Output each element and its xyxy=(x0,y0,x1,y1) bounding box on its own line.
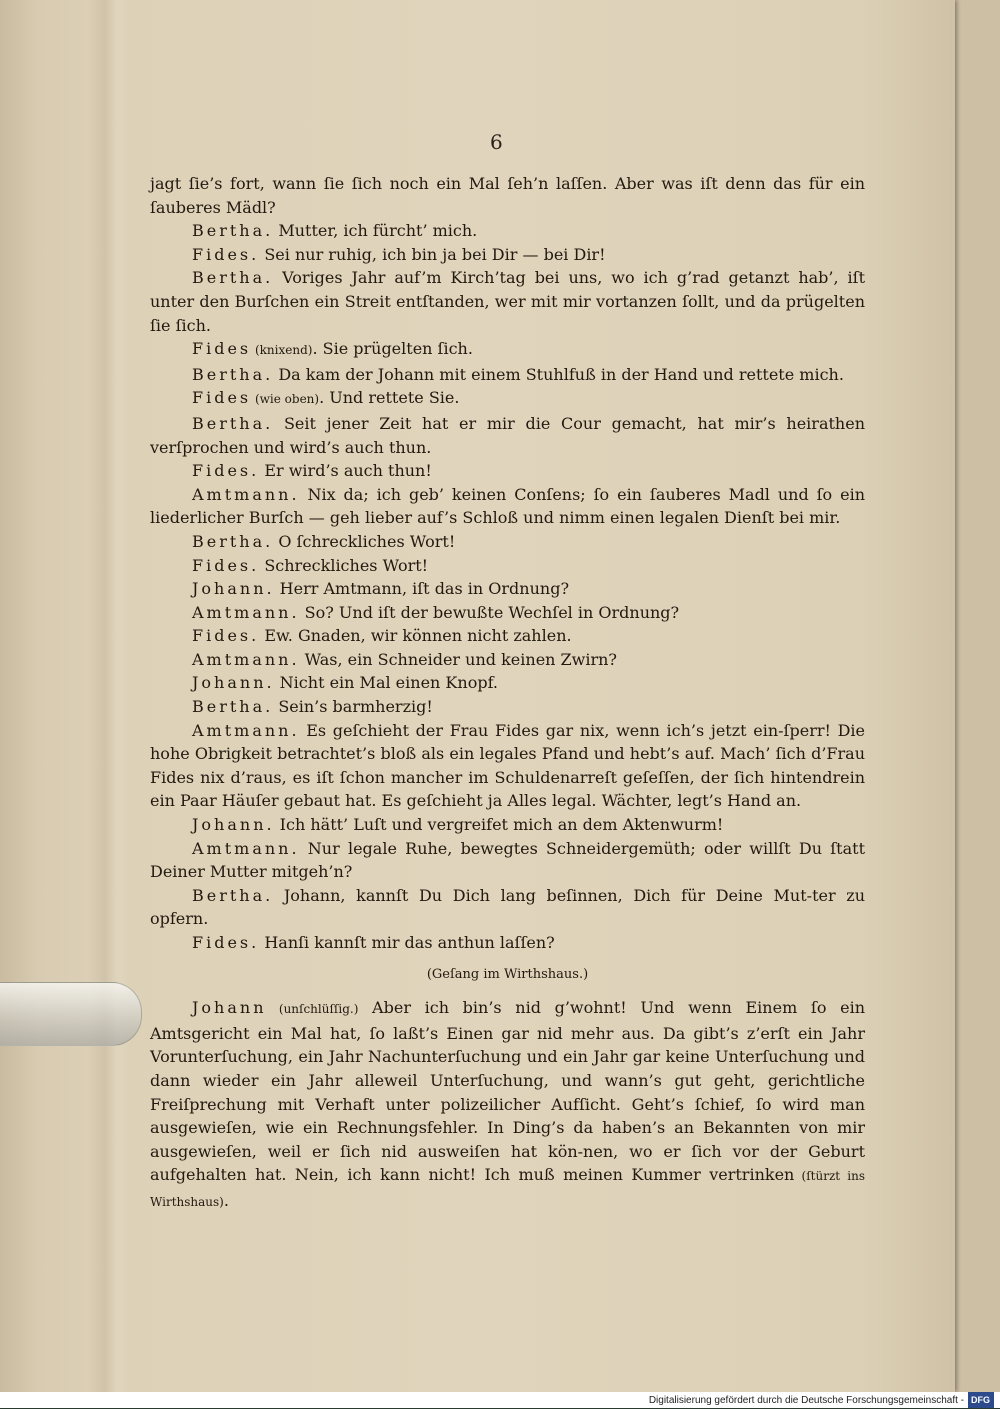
text-paragraph xyxy=(150,386,865,412)
speaker-name: Bertha. xyxy=(192,885,274,905)
text-paragraph xyxy=(150,577,865,601)
speaker-name: Bertha. xyxy=(192,268,274,288)
text-segment: . Und rettete Sie. xyxy=(319,388,460,408)
text-paragraph xyxy=(150,648,865,672)
paperclip xyxy=(0,982,142,1046)
text-paragraph xyxy=(150,219,865,243)
text-segment: (Geſang im Wirthshaus.) xyxy=(426,966,589,982)
text-paragraph xyxy=(150,172,865,219)
text-paragraph xyxy=(150,601,865,625)
text-segment: Sein’s barmherzig! xyxy=(273,697,433,717)
speaker-name: Amtmann. xyxy=(192,649,300,669)
speaker-name: Amtmann. xyxy=(192,720,300,740)
text-segment: Er wird’s auch thun! xyxy=(259,461,432,481)
text-segment: Mutter, ich fürcht’ mich. xyxy=(273,221,478,241)
text-paragraph xyxy=(150,931,865,955)
text-paragraph xyxy=(150,483,865,530)
text-paragraph xyxy=(150,459,865,483)
stage-note: (unſchlüſſig.) xyxy=(266,1002,359,1017)
text-paragraph xyxy=(150,554,865,578)
speaker-name: Bertha. xyxy=(192,531,274,551)
text-paragraph xyxy=(150,624,865,648)
text-paragraph xyxy=(150,837,865,884)
text-segment: Johann, kannſt Du Dich lang beſinnen, Dich für Deine Mut-ter zu opfern. xyxy=(150,885,865,929)
speaker-name: Amtmann. xyxy=(192,838,300,858)
text-segment: Seit jener Zeit hat er mir die Cour gemacht, hat mir’s heirathen verſprochen und wird’s auch thun. xyxy=(150,413,865,457)
speaker-name: Amtmann. xyxy=(192,484,300,504)
text-paragraph xyxy=(150,813,865,837)
text-segment: Nix da; ich geb’ keinen Conſens; ſo ein ſauberes Madl und ſo ein liederlicher Burſch — geh lieber auf’s Schloß und nimm einen legalen Dienſt bei mir. xyxy=(150,484,865,528)
text-segment: jagt ſie’s fort, wann ſie ſich noch ein Mal ſeh’n laſſen. Aber was iſt denn das für ein ſauberes Mädl? xyxy=(150,174,865,217)
text-segment: Es geſchieht der Frau Fides gar nix, wenn ich’s jetzt ein-ſperr! Die hohe Obrigkeit betrachtet’s bloß als ein legales Pfand und hebt’s auf. Mach’ ſich d’Frau Fides nix d’raus, es iſt ſchon mancher im Schuldenarreſt geſeſſen, der ſich hintendrein ein Paar Häuſer gebaut hat. Es geſchieht ja Alles legal. Wächter, legt’s Hand an. xyxy=(150,720,865,811)
speaker-name: Fides. xyxy=(192,933,260,952)
speaker-name: Amtmann. xyxy=(192,602,300,622)
text-segment: Nur legale Ruhe, bewegtes Schneidergemüth; oder willſt Du ſtatt Deiner Mutter mitgeh’n? xyxy=(150,838,865,882)
text-segment: Herr Amtmann, iſt das in Ordnung? xyxy=(274,579,570,599)
speaker-name: Fides. xyxy=(192,555,260,575)
text-paragraph xyxy=(150,337,865,363)
text-segment: Nicht ein Mal einen Knopf. xyxy=(274,673,498,693)
body-text xyxy=(150,172,865,1215)
text-segment: Voriges Jahr auf’m Kirch’tag bei uns, wo ich g’rad getanzt hab’, iſt unter den Burſchen ein Streit entſtanden, wer mit mir vortanzen ſollt, und da prügelten ſie ſich. xyxy=(150,268,865,335)
page-fold-shadow xyxy=(88,0,130,1392)
text-paragraph xyxy=(150,996,865,1214)
text-segment: Da kam der Johann mit einem Stuhlfuß in der Hand und rettete mich. xyxy=(273,364,844,384)
text-segment: . Sie prügelten ſich. xyxy=(312,339,473,359)
speaker-name: Fides. xyxy=(192,461,260,481)
text-segment: Schreckliches Wort! xyxy=(259,555,429,575)
text-segment: Ich hätt’ Luſt und vergreifet mich an dem Aktenwurm! xyxy=(274,815,724,835)
speaker-name: Fides. xyxy=(192,244,260,264)
text-paragraph xyxy=(150,530,865,554)
text-segment: Ew. Gnaden, wir können nicht zahlen. xyxy=(259,626,572,646)
speaker-name: Johann xyxy=(192,998,267,1018)
text-paragraph xyxy=(150,719,865,813)
stage-note: (ſtürzt ins Wirthshaus) xyxy=(150,1169,865,1209)
speaker-name: Johann. xyxy=(192,815,275,835)
text-segment: . xyxy=(223,1190,229,1210)
dfg-logo: DFG xyxy=(968,1392,994,1408)
speaker-name: Fides xyxy=(192,388,252,408)
text-segment: Aber ich bin’s nid g’wohnt! Und wenn Einem ſo ein Amtsgericht ein Mal hat, ſo laßt’s Einen gar nid mehr aus. Da gibt’s z’erſt ein Jahr Vorunterſuchung, ein Jahr Nachunterſuchung und ein Jahr gar keine Unterſuchung und dann wieder ein Jahr alleweil Unterſuchung, und wann’s gut geht, gerichtliche Freiſprechung mit Verhaft unter polizeilicher Aufſicht. Geht’s ſchief, ſo wird man ausgewieſen, wie ein Rechnungsfehler. In Ding’s da haben’s an Bekannten von mir ausgewieſen, weil er ſich nid ausweiſen hat kön-nen, wo er ſich vor der Geburt aufgehalten hat. Nein, ich kann nicht! Ich muß meinen Kummer vertrinken xyxy=(150,998,865,1185)
speaker-name: Fides. xyxy=(192,626,260,646)
text-paragraph xyxy=(150,412,865,459)
stage-note: (wie oben) xyxy=(251,392,320,407)
page-number: 6 xyxy=(490,130,503,154)
text-segment: Sei nur ruhig, ich bin ja bei Dir — bei Dir! xyxy=(259,244,606,264)
text-paragraph xyxy=(150,671,865,695)
text-segment: So? Und iſt der bewußte Wechſel in Ordnung? xyxy=(299,602,680,622)
digitization-footer xyxy=(0,1392,1000,1408)
speaker-name: Fides xyxy=(192,339,252,359)
text-segment: Was, ein Schneider und keinen Zwirn? xyxy=(299,649,618,669)
speaker-name: Bertha. xyxy=(192,221,274,241)
speaker-name: Johann. xyxy=(192,673,275,693)
text-paragraph xyxy=(150,243,865,267)
speaker-name: Bertha. xyxy=(192,413,274,433)
text-segment: O ſchreckliches Wort! xyxy=(273,531,456,551)
text-paragraph xyxy=(150,695,865,719)
speaker-name: Bertha. xyxy=(192,364,274,384)
text-paragraph xyxy=(150,363,865,387)
stage-direction xyxy=(150,963,865,987)
stage-note: (knixend) xyxy=(251,343,313,358)
text-segment: Hanſi kannſt mir das anthun laſſen? xyxy=(259,933,555,952)
footer-credit: Digitalisierung gefördert durch die Deutsche Forschungsgemeinschaft - xyxy=(648,1394,964,1406)
text-paragraph xyxy=(150,884,865,931)
speaker-name: Bertha. xyxy=(192,697,274,717)
speaker-name: Johann. xyxy=(192,579,275,599)
text-paragraph xyxy=(150,266,865,337)
